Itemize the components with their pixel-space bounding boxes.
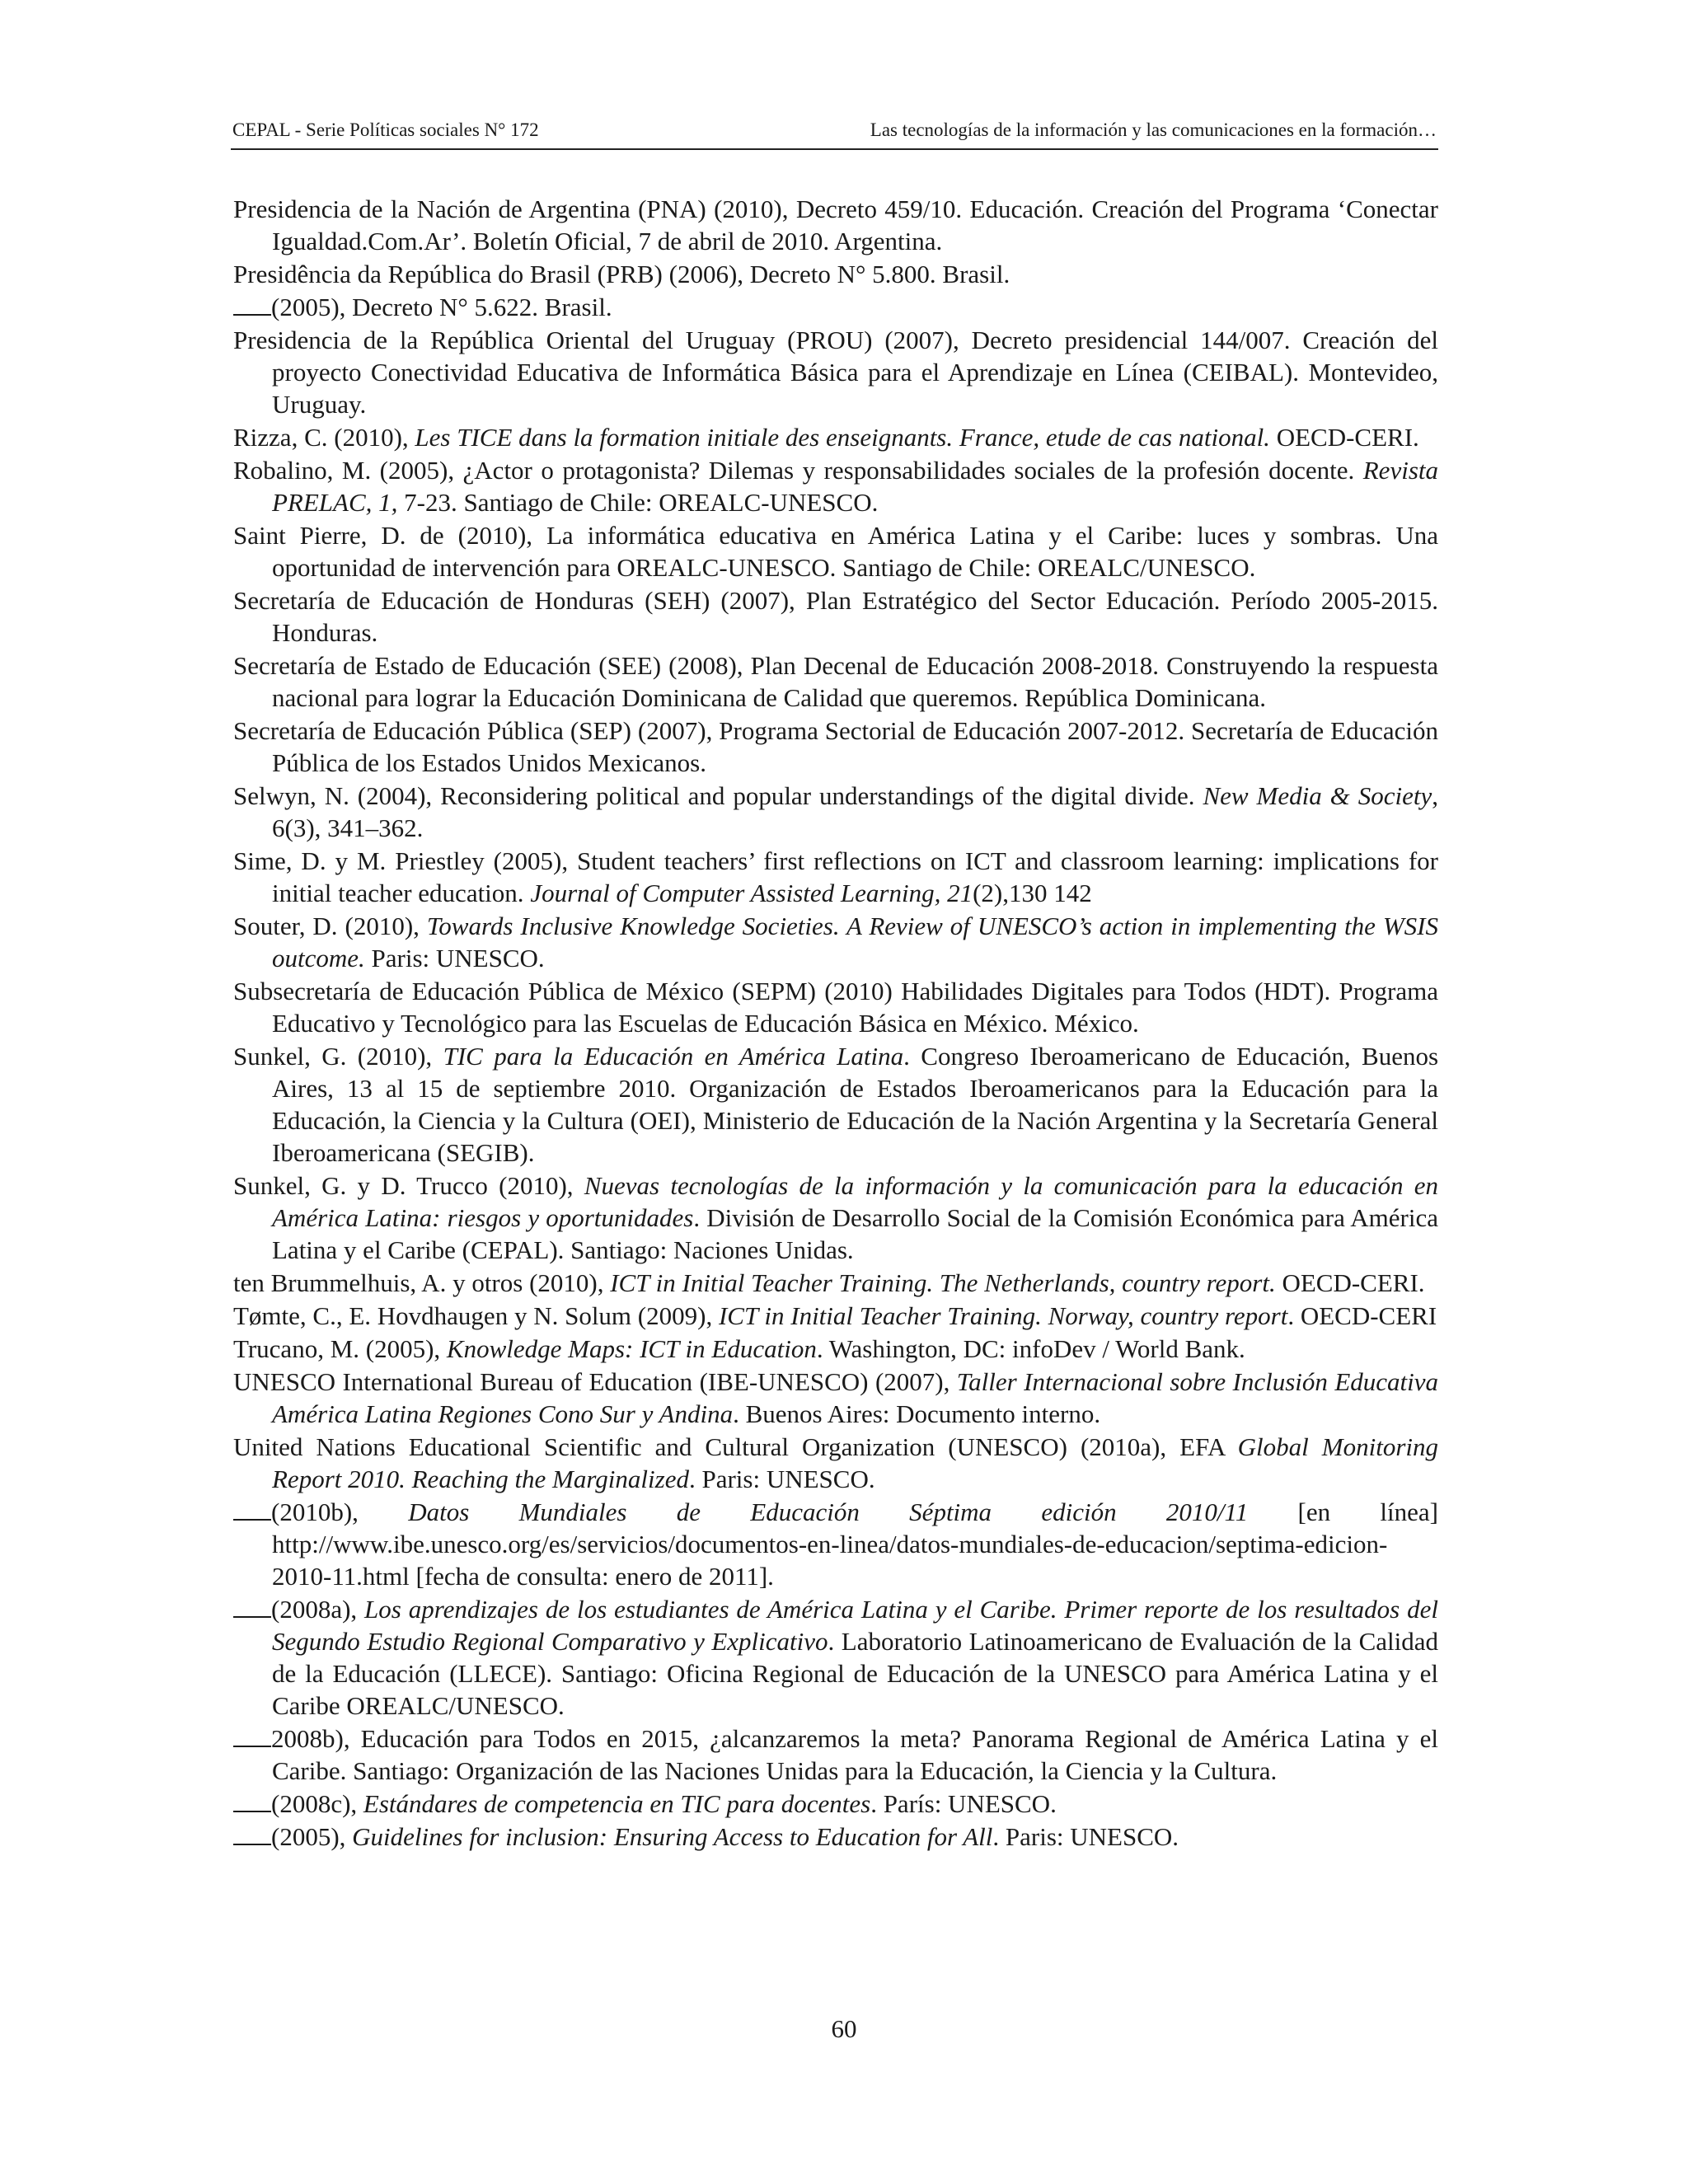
- reference-text: (2005), Decreto N° 5.622. Brasil.: [271, 293, 612, 321]
- repeated-author-rule: [233, 1726, 271, 1747]
- reference-title-italic: Towards Inclusive Knowledge Societies. A Review of UNESCO’s action in implementing the WSIS outcome.: [272, 912, 1439, 972]
- reference-entry: [233, 291, 1438, 323]
- reference-text: . Laboratorio Latinoamericano de Evaluación de la Calidad de la Educación (LLECE). Santiago: Oficina Regional de Educación de la UNESCO para América Latina y el Caribe OREALC/UNESCO.: [272, 1627, 1438, 1720]
- reference-title-italic: Global Monitoring Report 2010. Reaching the Marginalized: [272, 1432, 1438, 1493]
- reference-text: [en línea] http://www.ibe.unesco.org/es/servicios/documentos-en-linea/datos-mundiales-de-educacion/septima-edicion-2010-11.html [fecha de consulta: enero de 2011].: [272, 1497, 1438, 1591]
- reference-text: . Buenos Aires: Documento interno.: [733, 1399, 1101, 1428]
- reference-text: (2005),: [271, 1822, 353, 1851]
- reference-entry: [233, 421, 1438, 453]
- reference-text: (2008a),: [271, 1595, 365, 1624]
- reference-entry: [233, 1267, 1438, 1299]
- running-header: [231, 112, 1438, 150]
- reference-title-italic: ICT in Initial Teacher Training. Norway, country report: [718, 1301, 1288, 1330]
- reference-text: OECD-CERI.: [1275, 1268, 1425, 1297]
- reference-text: Presidencia de la República Oriental del Uruguay (PROU) (2007), Decreto presidencial 144/007. Creación del proyecto Conectividad Educativa de Informática Básica para el Aprendizaje en Línea (CEIBAL). Montevideo, Uruguay.: [233, 326, 1438, 419]
- reference-entry: [233, 780, 1438, 844]
- reference-text: Secretaría de Estado de Educación (SEE) (2008), Plan Decenal de Educación 2008-2018. Construyendo la respuesta nacional para lograr la Educación Dominicana de Calidad que queremos. República Dominicana.: [233, 651, 1438, 712]
- reference-entry: [233, 1431, 1438, 1495]
- reference-entry: [233, 454, 1438, 518]
- reference-entry: [233, 649, 1438, 714]
- reference-text: (2010b),: [271, 1497, 409, 1526]
- reference-entry: [233, 584, 1438, 649]
- reference-title-italic: Nuevas tecnologías de la información y la comunicación para la educación en América Latina: riesgos y oportunidades: [272, 1171, 1438, 1232]
- reference-entry: [233, 1593, 1438, 1722]
- reference-text: UNESCO International Bureau of Education (IBE-UNESCO) (2007),: [233, 1367, 957, 1396]
- reference-text: . Congreso Iberoamericano de Educación, Buenos Aires, 13 al 15 de septiembre 2010. Organización de Estados Iberoamericanos para la Educación para la Educación, la Ciencia y la Cultura (OEI), Ministerio de Educación de la Nación Argentina y la Secretaría General Iberoamericana (SEGIB).: [272, 1042, 1439, 1167]
- reference-title-italic: TIC para la Educación en América Latina: [443, 1042, 904, 1071]
- reference-text: Secretaría de Educación Pública (SEP) (2007), Programa Sectorial de Educación 2007-2012. Secretaría de Educación Pública de los Estados Unidos Mexicanos.: [233, 716, 1438, 777]
- repeated-author-rule: [233, 1499, 271, 1521]
- reference-text: . Paris: UNESCO.: [992, 1822, 1179, 1851]
- page-number: 60: [831, 2014, 857, 2043]
- reference-text: Secretaría de Educación de Honduras (SEH) (2007), Plan Estratégico del Sector Educación. Período 2005-2015. Honduras.: [233, 586, 1438, 647]
- reference-text: Trucano, M. (2005),: [233, 1334, 447, 1363]
- reference-text: Selwyn, N. (2004), Reconsidering political and popular understandings of the digital divide.: [233, 781, 1203, 810]
- reference-entry: [233, 715, 1438, 779]
- reference-entry: [233, 258, 1438, 290]
- reference-text: (2),130 142: [973, 879, 1092, 907]
- reference-entry: [233, 1722, 1438, 1787]
- reference-title-italic: Datos Mundiales de Educación Séptima edición 2010/11: [408, 1497, 1249, 1526]
- reference-entry: [233, 1169, 1438, 1266]
- reference-entry: [233, 845, 1438, 909]
- reference-entry: [233, 1366, 1438, 1430]
- reference-list: [233, 193, 1438, 1854]
- reference-text: Tømte, C., E. Hovdhaugen y N. Solum (2009),: [233, 1301, 719, 1330]
- repeated-author-rule: [233, 1596, 271, 1618]
- reference-entry: [233, 1040, 1438, 1169]
- reference-entry: [233, 1788, 1438, 1820]
- header-document-title: Las tecnologías de la información y las comunicaciones en la formación…: [870, 120, 1437, 140]
- reference-text: . Washington, DC: infoDev / World Bank.: [816, 1334, 1245, 1363]
- reference-text: Subsecretaría de Educación Pública de México (SEPM) (2010) Habilidades Digitales para Todos (HDT). Programa Educativo y Tecnológico para las Escuelas de Educación Básica en México. México.: [233, 977, 1438, 1038]
- reference-text: Sime, D. y M. Priestley (2005), Student teachers’ first reflections on ICT and classroom learning: implications for initial teacher education.: [233, 846, 1438, 907]
- reference-title-italic: Knowledge Maps: ICT in Education: [446, 1334, 817, 1363]
- reference-text: OECD-CERI.: [1269, 423, 1419, 452]
- reference-title-italic: Estándares de competencia en TIC para docentes: [363, 1789, 871, 1818]
- reference-title-italic: Taller Internacional sobre Inclusión Educativa América Latina Regiones Cono Sur y Andina: [272, 1367, 1438, 1428]
- reference-text: Saint Pierre, D. de (2010), La informática educativa en América Latina y el Caribe: luces y sombras. Una oportunidad de intervención para OREALC-UNESCO. Santiago de Chile: OREALC/UNESCO.: [233, 521, 1438, 582]
- reference-entry: [233, 519, 1438, 583]
- reference-text: 2008b), Educación para Todos en 2015, ¿alcanzaremos la meta? Panorama Regional de América Latina y el Caribe. Santiago: Organización de las Naciones Unidas para la Educación, la Ciencia y la Cultura.: [271, 1724, 1438, 1785]
- reference-entry: [233, 1333, 1438, 1365]
- reference-text: Sunkel, G. (2010),: [233, 1042, 443, 1071]
- reference-text: Paris: UNESCO.: [364, 944, 545, 972]
- reference-title-italic: Revista PRELAC, 1,: [272, 456, 1438, 517]
- reference-text: Sunkel, G. y D. Trucco (2010),: [233, 1171, 584, 1200]
- reference-text: United Nations Educational Scientific and Cultural Organization (UNESCO) (2010a), EFA: [233, 1432, 1238, 1461]
- reference-text: Presidencia de la Nación de Argentina (PNA) (2010), Decreto 459/10. Educación. Creación del Programa ‘Conectar Igualdad.Com.Ar’. Boletín Oficial, 7 de abril de 2010. Argentina.: [233, 194, 1438, 255]
- reference-text: (2008c),: [271, 1789, 363, 1818]
- reference-text: Presidência da República do Brasil (PRB) (2006), Decreto N° 5.800. Brasil.: [233, 260, 1010, 288]
- repeated-author-rule: [233, 1824, 271, 1845]
- reference-entry: [233, 910, 1438, 974]
- reference-title-italic: Guidelines for inclusion: Ensuring Access to Education for All: [352, 1822, 993, 1851]
- reference-title-italic: ICT in Initial Teacher Training. The Netherlands, country report.: [610, 1268, 1276, 1297]
- reference-title-italic: Les TICE dans la formation initiale des enseignants. France, etude de cas national.: [415, 423, 1270, 452]
- reference-title-italic: Los aprendizajes de los estudiantes de América Latina y el Caribe. Primer reporte de los resultados del Segundo Estudio Regional Comparativo y Explicativo: [272, 1595, 1438, 1656]
- reference-text: Robalino, M. (2005), ¿Actor o protagonista? Dilemas y responsabilidades sociales de la profesión docente.: [233, 456, 1363, 485]
- reference-entry: [233, 193, 1438, 257]
- reference-entry: [233, 975, 1438, 1039]
- reference-text: . OECD-CERI: [1287, 1301, 1437, 1330]
- reference-title-italic: Journal of Computer Assisted Learning, 21: [530, 879, 973, 907]
- repeated-author-rule: [233, 1791, 271, 1812]
- reference-text: Souter, D. (2010),: [233, 912, 427, 940]
- reference-text: , 6(3), 341–362.: [272, 781, 1438, 842]
- reference-text: ten Brummelhuis, A. y otros (2010),: [233, 1268, 611, 1297]
- reference-entry: [233, 324, 1438, 420]
- reference-entry: [233, 1821, 1438, 1853]
- reference-text: . División de Desarrollo Social de la Comisión Económica para América Latina y el Caribe (CEPAL). Santiago: Naciones Unidas.: [272, 1203, 1438, 1264]
- reference-entry: [233, 1496, 1438, 1592]
- repeated-author-rule: [233, 294, 271, 316]
- header-series-title: CEPAL - Serie Políticas sociales N° 172: [232, 120, 539, 140]
- reference-text: Rizza, C. (2010),: [233, 423, 415, 452]
- reference-text: 7-23. Santiago de Chile: OREALC-UNESCO.: [397, 488, 879, 517]
- reference-text: . París: UNESCO.: [870, 1789, 1057, 1818]
- reference-entry: [233, 1300, 1438, 1332]
- reference-title-italic: New Media & Society: [1203, 781, 1432, 810]
- reference-text: . Paris: UNESCO.: [688, 1465, 875, 1493]
